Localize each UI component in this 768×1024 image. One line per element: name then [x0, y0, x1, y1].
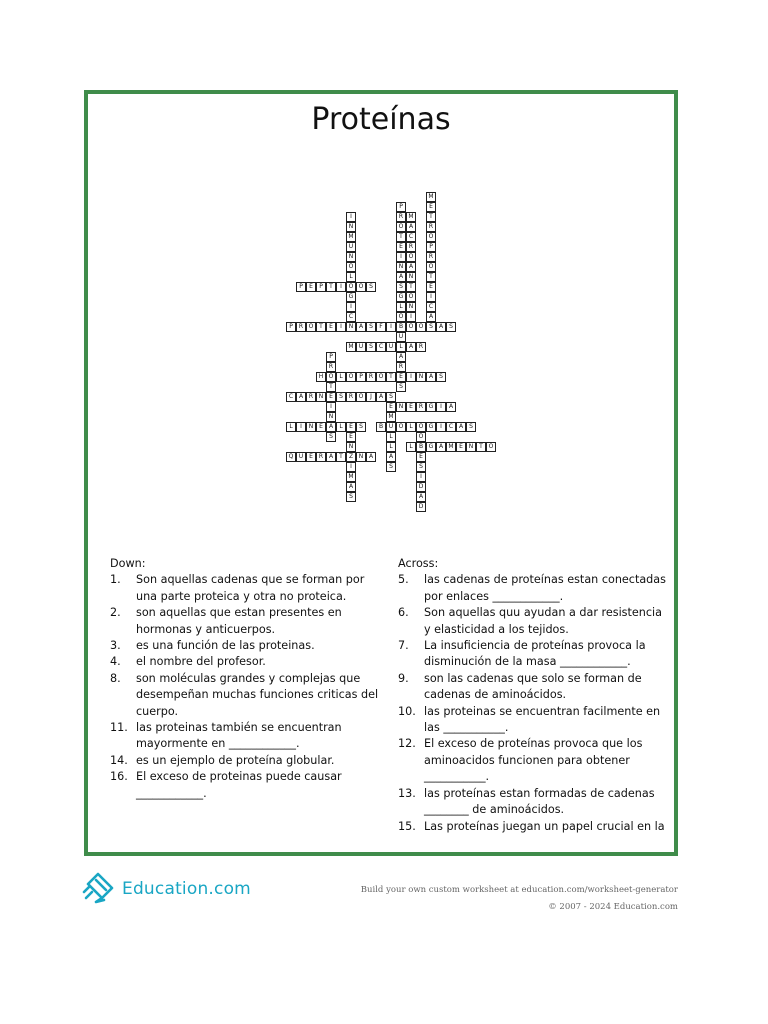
crossword-cell[interactable]: M	[426, 192, 436, 202]
crossword-cell[interactable]: A	[406, 342, 416, 352]
crossword-cell[interactable]: B	[376, 422, 386, 432]
crossword-cell[interactable]: A	[416, 492, 426, 502]
crossword-cell[interactable]: T	[426, 212, 436, 222]
crossword-cell[interactable]: R	[396, 362, 406, 372]
crossword-cell[interactable]: T	[396, 232, 406, 242]
crossword-cell[interactable]: B	[416, 442, 426, 452]
crossword-cell[interactable]: T	[476, 442, 486, 452]
crossword-cell[interactable]: I	[296, 422, 306, 432]
across-clue	[398, 638, 668, 671]
crossword-cell[interactable]: T	[326, 282, 336, 292]
crossword-cell[interactable]: H	[316, 372, 326, 382]
clue-text: las proteínas estan formadas de cadenas ________ de aminoácidos.	[424, 786, 655, 817]
crossword-cell[interactable]: O	[396, 422, 406, 432]
crossword-cell[interactable]: O	[406, 322, 416, 332]
crossword-cell[interactable]: U	[346, 242, 356, 252]
across-heading: Across:	[398, 557, 439, 570]
crossword-cell[interactable]: G	[426, 402, 436, 412]
crossword-cell[interactable]: R	[296, 322, 306, 332]
crossword-cell[interactable]: O	[416, 322, 426, 332]
clue-number: 11.	[110, 721, 128, 735]
page-title: Proteínas	[311, 102, 451, 137]
crossword-cell[interactable]: P	[326, 352, 336, 362]
footer-link-text[interactable]: Build your own custom worksheet at education.com/worksheet-generator	[360, 885, 678, 895]
crossword-cell[interactable]: T	[406, 282, 416, 292]
crossword-cell[interactable]: I	[426, 292, 436, 302]
crossword-cell[interactable]: G	[426, 442, 436, 452]
crossword-cell[interactable]: T	[326, 382, 336, 392]
clue-text: Son aquellas quu ayudan a dar resistencia y elasticidad a los tejidos.	[424, 606, 662, 636]
crossword-cell[interactable]: E	[306, 282, 316, 292]
down-clue	[110, 753, 380, 769]
clue-number: 1.	[110, 573, 121, 587]
crossword-cell[interactable]: U	[296, 452, 306, 462]
crossword-cell[interactable]: F	[376, 322, 386, 332]
clue-text: es una función de las proteinas.	[136, 639, 315, 653]
crossword-cell[interactable]: P	[286, 322, 296, 332]
crossword-cell[interactable]: N	[406, 302, 416, 312]
crossword-cell[interactable]: S	[436, 372, 446, 382]
crossword-cell[interactable]: S	[416, 462, 426, 472]
clue-number: 16.	[110, 770, 128, 784]
crossword-cell[interactable]: B	[396, 322, 406, 332]
crossword-cell[interactable]: R	[316, 452, 326, 462]
crossword-cell[interactable]: A	[446, 402, 456, 412]
crossword-cell[interactable]: U	[386, 342, 396, 352]
crossword-cell[interactable]: T	[426, 272, 436, 282]
down-clue	[110, 769, 380, 802]
crossword-cell[interactable]: R	[426, 222, 436, 232]
crossword-cell[interactable]: R	[416, 402, 426, 412]
crossword-cell[interactable]: E	[326, 392, 336, 402]
clue-number: 9.	[398, 671, 409, 685]
crossword-cell[interactable]: Z	[346, 452, 356, 462]
crossword-cell[interactable]: S	[466, 422, 476, 432]
crossword-cell[interactable]: O	[346, 372, 356, 382]
crossword-cell[interactable]: T	[316, 322, 326, 332]
down-clue	[110, 605, 380, 638]
down-clue-list	[110, 572, 380, 802]
clue-number: 7.	[398, 639, 409, 653]
crossword-cell[interactable]: N	[356, 452, 366, 462]
down-clue	[110, 720, 380, 753]
crossword-cell[interactable]: P	[396, 202, 406, 212]
crossword-cell[interactable]: N	[466, 442, 476, 452]
crossword-cell[interactable]: N	[346, 442, 356, 452]
crossword-cell[interactable]: M	[346, 342, 356, 352]
crossword-cell[interactable]: L	[406, 442, 416, 452]
crossword-cell[interactable]: E	[416, 452, 426, 462]
crossword-cell[interactable]: G	[346, 292, 356, 302]
crossword-cell[interactable]: A	[376, 392, 386, 402]
crossword-cell[interactable]: C	[286, 392, 296, 402]
crossword-cell[interactable]: A	[396, 272, 406, 282]
crossword-cell[interactable]: O	[306, 322, 316, 332]
crossword-cell[interactable]: S	[366, 322, 376, 332]
crossword-cell[interactable]: O	[426, 232, 436, 242]
crossword-cell[interactable]: O	[376, 372, 386, 382]
crossword-cell[interactable]: N	[316, 392, 326, 402]
crossword-cell[interactable]: O	[416, 422, 426, 432]
down-clues	[110, 556, 380, 802]
crossword-cell[interactable]: A	[296, 392, 306, 402]
crossword-cell[interactable]: N	[346, 252, 356, 262]
down-heading: Down:	[110, 557, 146, 570]
clue-text: El exceso de proteínas provoca que los aminoacidos funcionen para obtener ___________.	[424, 737, 643, 784]
across-clue	[398, 786, 668, 819]
clue-number: 10.	[398, 704, 416, 718]
crossword-cell[interactable]: S	[326, 432, 336, 442]
crossword-cell[interactable]: E	[326, 322, 336, 332]
crossword-cell[interactable]: E	[426, 202, 436, 212]
clue-number: 5.	[398, 573, 409, 587]
crossword-cell[interactable]: A	[386, 452, 396, 462]
crossword-cell[interactable]: O	[406, 252, 416, 262]
crossword-cell[interactable]: E	[406, 402, 416, 412]
crossword-cell[interactable]: P	[296, 282, 306, 292]
crossword-cell[interactable]: A	[396, 352, 406, 362]
clue-number: 15.	[398, 819, 416, 833]
crossword-cell[interactable]: R	[306, 392, 316, 402]
crossword-cell[interactable]: A	[426, 312, 436, 322]
crossword-cell[interactable]: T	[386, 372, 396, 382]
crossword-cell[interactable]: S	[366, 342, 376, 352]
crossword-cell[interactable]: I	[336, 322, 346, 332]
crossword-cell[interactable]: O	[326, 372, 336, 382]
crossword-cell[interactable]: E	[426, 282, 436, 292]
crossword-cell[interactable]: L	[406, 422, 416, 432]
across-clues	[398, 556, 668, 835]
crossword-cell[interactable]: N	[346, 222, 356, 232]
crossword-cell[interactable]: M	[346, 472, 356, 482]
clue-number: 2.	[110, 606, 121, 620]
across-clue	[398, 736, 668, 785]
crossword-cell[interactable]: A	[346, 482, 356, 492]
crossword-cell[interactable]: I	[396, 252, 406, 262]
crossword-cell[interactable]: O	[356, 282, 366, 292]
crossword-cell[interactable]: P	[356, 372, 366, 382]
crossword-cell[interactable]: E	[456, 442, 466, 452]
crossword-cell[interactable]: S	[346, 492, 356, 502]
down-clue	[110, 654, 380, 670]
crossword-cell[interactable]: D	[416, 502, 426, 512]
crossword-cell[interactable]: M	[446, 442, 456, 452]
clue-text: el nombre del profesor.	[136, 655, 266, 669]
crossword-cell[interactable]: E	[346, 422, 356, 432]
crossword-cell[interactable]: P	[316, 282, 326, 292]
crossword-cell[interactable]: S	[366, 282, 376, 292]
crossword-cell[interactable]: N	[416, 372, 426, 382]
crossword-cell[interactable]: N	[346, 322, 356, 332]
crossword-cell[interactable]: O	[406, 292, 416, 302]
down-clue	[110, 572, 380, 605]
crossword-cell[interactable]: L	[346, 272, 356, 282]
clue-text: las cadenas de proteínas estan conectadas por enlaces ____________.	[424, 573, 666, 603]
crossword-cell[interactable]: O	[356, 392, 366, 402]
crossword-cell[interactable]: I	[436, 402, 446, 412]
clue-number: 3.	[110, 639, 121, 653]
crossword-cell[interactable]: S	[336, 392, 346, 402]
crossword-cell[interactable]: E	[346, 432, 356, 442]
clue-text: Las proteínas juegan un papel crucial en la	[424, 819, 665, 833]
crossword-cell[interactable]: J	[366, 392, 376, 402]
across-clue	[398, 572, 668, 605]
crossword-cell[interactable]: E	[306, 452, 316, 462]
crossword-cell[interactable]: A	[436, 442, 446, 452]
crossword-cell[interactable]: A	[456, 422, 466, 432]
crossword-cell[interactable]: N	[396, 262, 406, 272]
education-logo[interactable]	[82, 870, 251, 908]
clue-text: son moléculas grandes y complejas que desempeñan muchas funciones criticas del cuerpo.	[136, 671, 379, 718]
down-clue	[110, 671, 380, 720]
crossword-cell[interactable]: S	[426, 322, 436, 332]
clue-text: las proteinas se encuentran facilmente en las ___________.	[424, 704, 661, 735]
crossword-cell[interactable]: A	[366, 452, 376, 462]
crossword-cell[interactable]: E	[396, 242, 406, 252]
crossword-cell[interactable]: R	[396, 212, 406, 222]
crossword-cell[interactable]: U	[356, 342, 366, 352]
across-clue	[398, 704, 668, 737]
crossword-cell[interactable]: E	[386, 402, 396, 412]
clue-number: 4.	[110, 655, 121, 669]
crossword-cell[interactable]: L	[386, 432, 396, 442]
footer-text	[361, 882, 678, 916]
crossword-cell[interactable]: N	[326, 412, 336, 422]
crossword-cell[interactable]: I	[346, 302, 356, 312]
crossword-cell[interactable]: O	[346, 262, 356, 272]
crossword-cell[interactable]: I	[406, 372, 416, 382]
crossword-cell[interactable]: N	[306, 422, 316, 432]
clue-number: 13.	[398, 786, 416, 800]
crossword-cell[interactable]: A	[406, 262, 416, 272]
crossword-cell[interactable]: G	[396, 292, 406, 302]
crossword-cell[interactable]: N	[396, 402, 406, 412]
crossword-cell[interactable]: R	[416, 342, 426, 352]
crossword-cell[interactable]: O	[346, 282, 356, 292]
worksheet-frame	[84, 90, 678, 856]
crossword-cell[interactable]: A	[406, 222, 416, 232]
crossword-cell[interactable]: G	[426, 422, 436, 432]
crossword-cell[interactable]: L	[336, 372, 346, 382]
clue-text: El exceso de proteinas puede causar ____________.	[136, 770, 342, 800]
crossword-cell[interactable]: C	[406, 232, 416, 242]
crossword-cell[interactable]: O	[416, 432, 426, 442]
crossword-cell[interactable]: I	[336, 282, 346, 292]
brand-name: Education.com	[122, 879, 251, 899]
clue-number: 6.	[398, 606, 409, 620]
across-clue-list	[398, 572, 668, 835]
crossword-cell[interactable]: C	[376, 342, 386, 352]
crossword-cell[interactable]: M	[386, 412, 396, 422]
crossword-cell[interactable]: S	[396, 282, 406, 292]
clue-number: 8.	[110, 671, 121, 685]
clue-text: Son aquellas cadenas que se forman por una parte proteica y otra no proteica.	[136, 573, 365, 603]
clue-text: La insuficiencia de proteínas provoca la disminución de la masa ____________.	[424, 639, 646, 669]
clue-text: son aquellas que estan presentes en hormonas y anticuerpos.	[136, 606, 342, 636]
crossword-grid	[88, 94, 682, 524]
crossword-cell[interactable]: O	[396, 222, 406, 232]
crossword-cell[interactable]: L	[386, 442, 396, 452]
crossword-cell[interactable]: S	[386, 462, 396, 472]
crossword-cell[interactable]: S	[356, 422, 366, 432]
crossword-cell[interactable]: A	[356, 322, 366, 332]
down-clue	[110, 638, 380, 654]
crossword-cell[interactable]: I	[436, 422, 446, 432]
crossword-cell[interactable]: I	[406, 312, 416, 322]
crossword-cell[interactable]: C	[446, 422, 456, 432]
crossword-cell[interactable]: R	[366, 372, 376, 382]
crossword-cell[interactable]: T	[336, 452, 346, 462]
crossword-cell[interactable]: I	[416, 472, 426, 482]
clue-text: son las cadenas que solo se forman de cadenas de aminoácidos.	[424, 671, 642, 702]
across-clue	[398, 819, 668, 835]
crossword-cell[interactable]: N	[406, 272, 416, 282]
crossword-cell[interactable]: S	[396, 382, 406, 392]
crossword-cell[interactable]: L	[336, 422, 346, 432]
across-clue	[398, 671, 668, 704]
crossword-cell[interactable]: I	[386, 322, 396, 332]
clue-number: 12.	[398, 737, 416, 751]
crossword-cell[interactable]: L	[396, 302, 406, 312]
crossword-cell[interactable]: I	[346, 212, 356, 222]
crossword-cell[interactable]: O	[426, 262, 436, 272]
clue-text: es un ejemplo de proteína globular.	[136, 753, 335, 767]
clue-text: las proteinas también se encuentran mayormente en ____________.	[136, 721, 342, 751]
copyright: © 2007 - 2024 Education.com	[548, 902, 678, 912]
crossword-cell[interactable]: O	[486, 442, 496, 452]
crossword-cell[interactable]: O	[396, 312, 406, 322]
crossword-cell[interactable]: A	[326, 452, 336, 462]
crossword-cell[interactable]: S	[386, 392, 396, 402]
crossword-cell[interactable]: L	[396, 342, 406, 352]
crossword-cell[interactable]: Q	[286, 452, 296, 462]
crossword-cell[interactable]: P	[426, 242, 436, 252]
crossword-cell[interactable]: L	[286, 422, 296, 432]
clue-number: 14.	[110, 753, 128, 767]
crossword-cell[interactable]: A	[436, 322, 446, 332]
crossword-cell[interactable]: C	[426, 302, 436, 312]
across-clue	[398, 605, 668, 638]
crossword-cell[interactable]: M	[346, 232, 356, 242]
crossword-cell[interactable]: R	[326, 362, 336, 372]
crossword-cell[interactable]: I	[346, 462, 356, 472]
crossword-cell[interactable]: E	[396, 372, 406, 382]
crossword-cell[interactable]: M	[406, 212, 416, 222]
crossword-cell[interactable]: A	[326, 422, 336, 432]
crossword-cell[interactable]: D	[416, 482, 426, 492]
crossword-cell[interactable]: A	[426, 372, 436, 382]
crossword-cell[interactable]: S	[446, 322, 456, 332]
pencil-logo-icon	[82, 870, 118, 908]
crossword-cell[interactable]: R	[346, 392, 356, 402]
crossword-cell[interactable]: R	[426, 252, 436, 262]
crossword-cell[interactable]: E	[316, 422, 326, 432]
crossword-cell[interactable]: C	[346, 312, 356, 322]
crossword-cell[interactable]: I	[326, 402, 336, 412]
crossword-cell[interactable]: U	[386, 422, 396, 432]
crossword-cell[interactable]: U	[396, 332, 406, 342]
crossword-cell[interactable]: R	[406, 242, 416, 252]
